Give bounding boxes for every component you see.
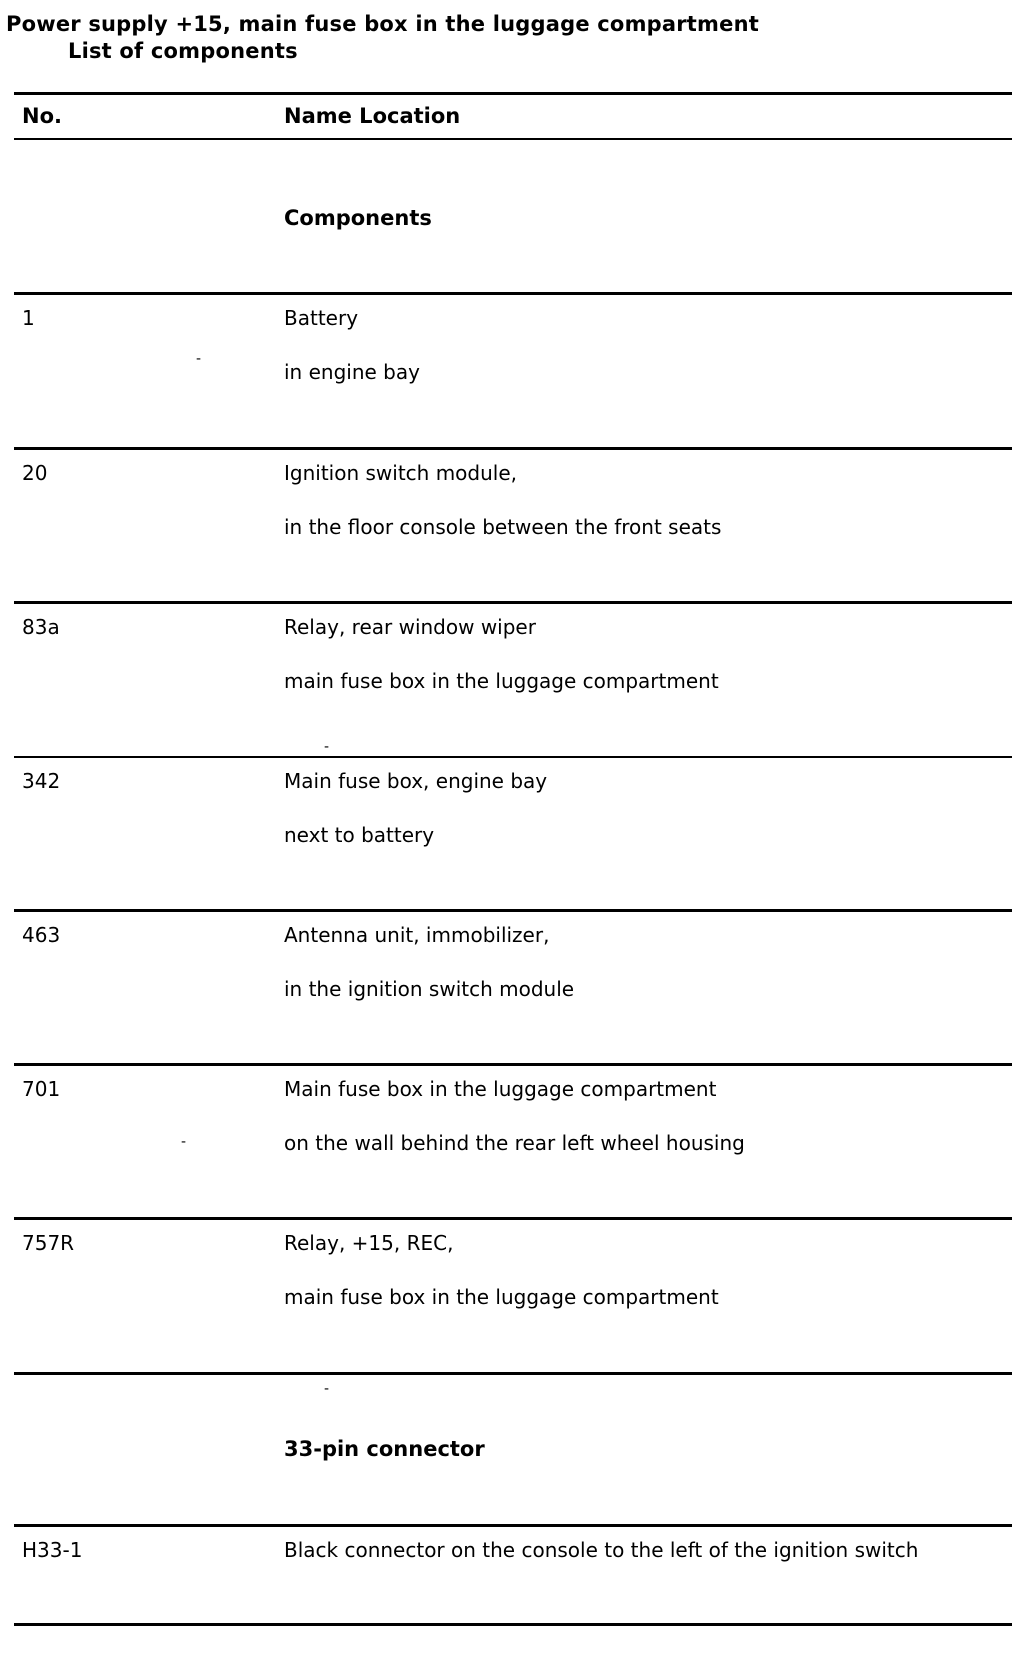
row-name: Main fuse box, engine bay xyxy=(284,769,548,793)
row-rule xyxy=(14,292,1012,295)
row-number: 83a xyxy=(22,615,60,639)
page-title: Power supply +15, main fuse box in the luggage compartment xyxy=(6,12,759,36)
row-name: Ignition switch module, xyxy=(284,461,518,485)
row-name: Relay, +15, REC, xyxy=(284,1231,454,1255)
row-location: in the floor console between the front seats xyxy=(284,515,722,539)
section-heading-components: Components xyxy=(284,206,432,230)
row-location: main fuse box in the luggage compartment xyxy=(284,1285,719,1309)
row-number: H33-1 xyxy=(22,1538,83,1562)
row-rule xyxy=(14,1063,1012,1066)
stray-dash-mark: - xyxy=(196,351,202,367)
row-number: 342 xyxy=(22,769,61,793)
table-bottom-rule xyxy=(14,1623,1012,1626)
row-number: 701 xyxy=(22,1077,61,1101)
row-rule xyxy=(14,447,1012,450)
row-number: 463 xyxy=(22,923,61,947)
row-rule xyxy=(14,756,1012,758)
column-header-no: No. xyxy=(22,104,62,128)
row-name: Antenna unit, immobilizer, xyxy=(284,923,550,947)
page-subtitle: List of components xyxy=(68,39,298,63)
row-location: main fuse box in the luggage compartment xyxy=(284,669,719,693)
stray-dash-mark: - xyxy=(181,1134,187,1150)
row-number: 1 xyxy=(22,306,35,330)
row-location: in the ignition switch module xyxy=(284,977,575,1001)
row-rule xyxy=(14,1217,1012,1220)
row-name: Battery xyxy=(284,306,359,330)
table-top-rule xyxy=(14,92,1012,95)
row-rule xyxy=(14,909,1012,912)
row-location: in engine bay xyxy=(284,360,420,384)
row-location: on the wall behind the rear left wheel housing xyxy=(284,1131,745,1155)
row-name: Black connector on the console to the left of the ignition switch xyxy=(284,1538,919,1562)
row-rule xyxy=(14,601,1012,604)
row-rule xyxy=(14,1372,1012,1375)
column-header-name-location: Name Location xyxy=(284,104,461,128)
row-number: 20 xyxy=(22,461,48,485)
section-heading-connector: 33-pin connector xyxy=(284,1437,485,1461)
header-rule xyxy=(14,138,1012,140)
stray-dash-mark: - xyxy=(324,1381,330,1397)
row-location: next to battery xyxy=(284,823,435,847)
row-name: Main fuse box in the luggage compartment xyxy=(284,1077,717,1101)
row-number: 757R xyxy=(22,1231,75,1255)
row-rule xyxy=(14,1524,1012,1527)
row-name: Relay, rear window wiper xyxy=(284,615,536,639)
stray-dash-mark: - xyxy=(324,739,330,755)
